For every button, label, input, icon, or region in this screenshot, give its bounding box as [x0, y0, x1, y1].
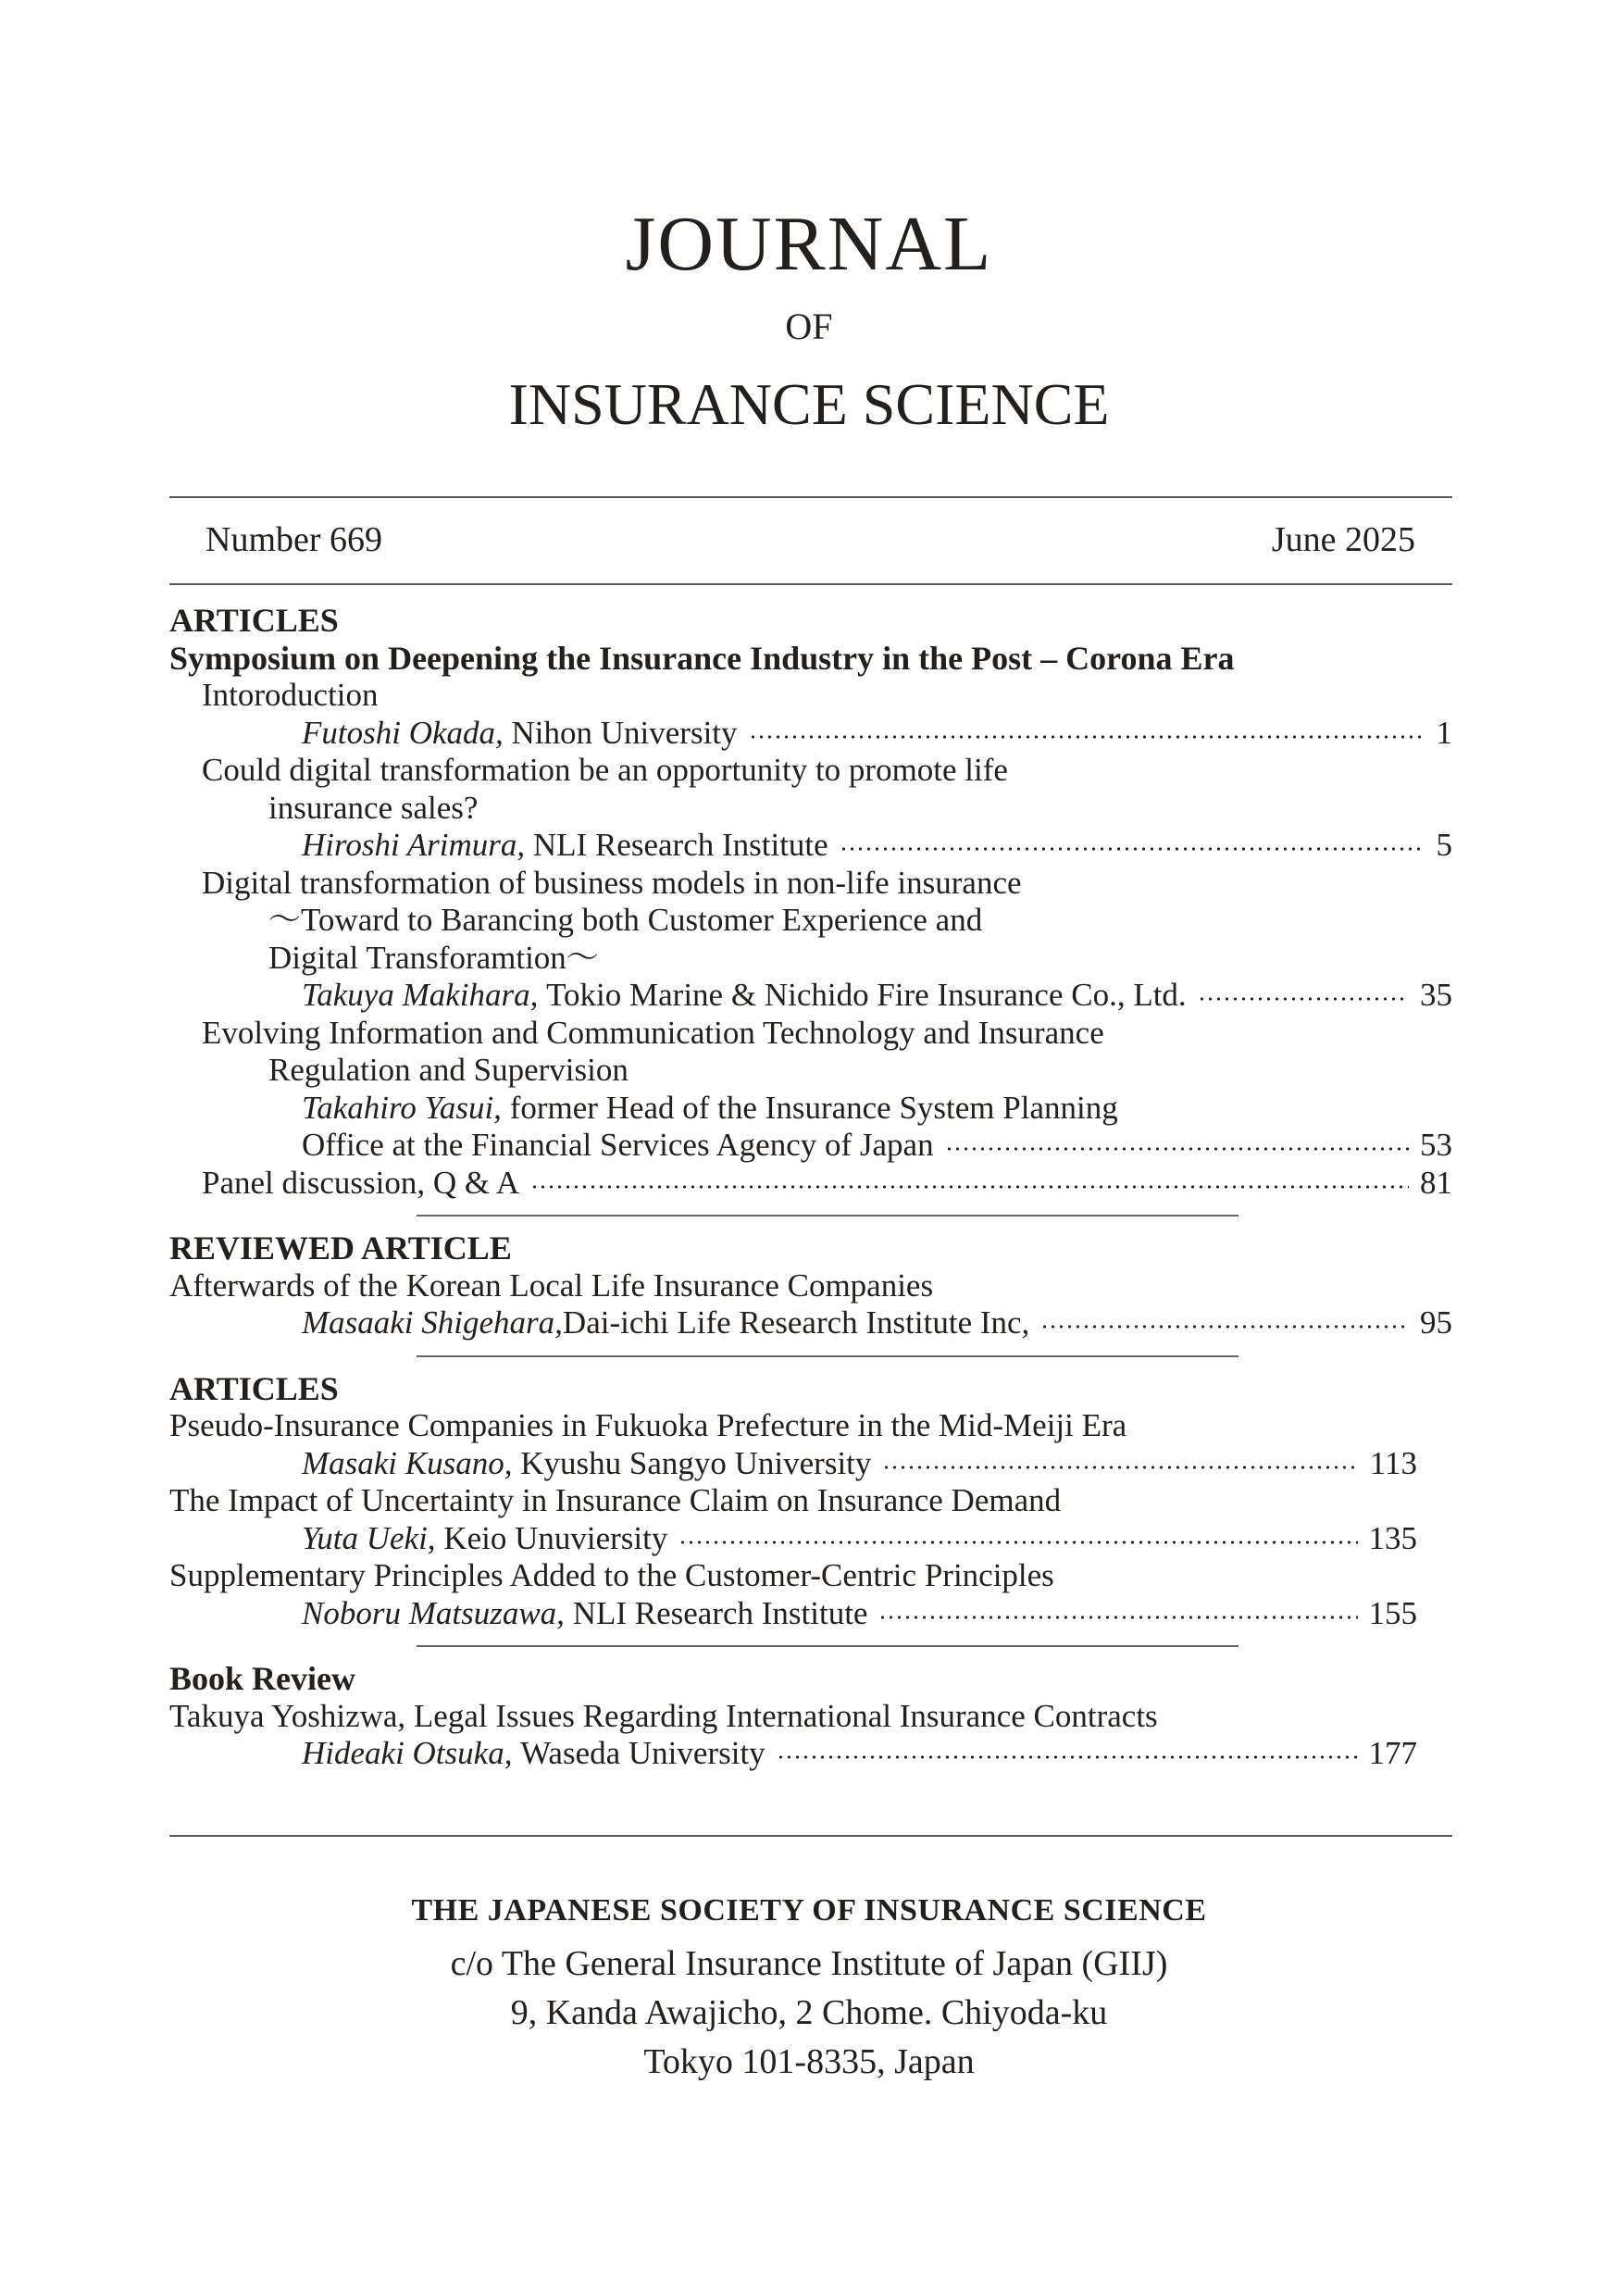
toc-entry[interactable] — [169, 1520, 1452, 1558]
affiliation: Nihon University — [511, 714, 738, 751]
issue-rule — [169, 583, 1452, 585]
author-name: Takuya Makihara, — [302, 977, 539, 1013]
dot-leader — [840, 846, 1425, 852]
article-title-cont: insurance sales? — [268, 789, 479, 826]
dot-leader — [1198, 996, 1409, 1002]
issue-number: Number 669 — [205, 520, 383, 559]
journal-title-line1: JOURNAL — [625, 201, 993, 287]
page-number: 155 — [1368, 1594, 1417, 1631]
toc-entry[interactable] — [169, 1735, 1452, 1773]
author-name: Noboru Matsuzawa, — [302, 1594, 565, 1631]
symposium-title: Symposium on Deepening the Insurance Industry in the Post – Corona Era — [169, 639, 1235, 677]
issue-date: June 2025 — [1271, 520, 1415, 559]
author-name: Masaki Kusano, — [302, 1444, 513, 1481]
toc-entry[interactable] — [169, 1304, 1452, 1342]
page-number: 177 — [1368, 1735, 1417, 1771]
toc-entry[interactable] — [169, 1595, 1452, 1633]
author-name: Takahiro Yasui, — [302, 1089, 502, 1126]
affiliation: Keio Unuviersity — [443, 1519, 668, 1556]
toc-entry[interactable] — [169, 1445, 1452, 1483]
affiliation: Kyushu Sangyo University — [520, 1444, 872, 1481]
page-number: 135 — [1368, 1519, 1417, 1556]
journal-title-line2: OF — [785, 306, 833, 347]
toc-entry[interactable] — [169, 715, 1452, 753]
address-line1: c/o The General Insurance Institute of Japan (GIIJ) — [450, 1944, 1168, 1983]
affiliation: former Head of the Insurance System Planning — [509, 1089, 1118, 1126]
society-name: THE JAPANESE SOCIETY OF INSURANCE SCIENCE — [411, 1893, 1207, 1928]
dot-leader — [945, 1146, 1409, 1152]
section-divider — [417, 1355, 1238, 1357]
section-heading: ARTICLES — [169, 1369, 339, 1407]
top-rule — [169, 496, 1452, 498]
dot-leader — [749, 734, 1425, 740]
dot-leader — [882, 1465, 1358, 1470]
author-name: Hiroshi Arimura, — [302, 827, 526, 863]
article-title: Takuya Yoshizwa, Legal Issues Regarding International Insurance Contracts — [169, 1697, 1158, 1734]
article-title: Pseudo-Insurance Companies in Fukuoka Prefecture in the Mid-Meiji Era — [169, 1407, 1127, 1443]
author-name: Futoshi Okada, — [302, 714, 504, 751]
article-title: Could digital transformation be an opportunity to promote life — [202, 752, 1008, 788]
toc-entry[interactable] — [169, 977, 1452, 1015]
page-number: 81 — [1420, 1164, 1452, 1201]
affiliation-cont: Office at the Financial Services Agency of Japan — [302, 1127, 934, 1163]
article-title: Supplementary Principles Added to the Customer-Centric Principles — [169, 1557, 1054, 1593]
journal-title-line3: INSURANCE SCIENCE — [508, 371, 1110, 437]
author-name: Masaaki Shigehara, — [302, 1304, 563, 1341]
section-heading: ARTICLES — [169, 602, 339, 639]
article-title: Panel discussion, Q & A — [202, 1164, 520, 1201]
section-divider — [417, 1215, 1238, 1217]
author-line — [169, 1090, 1452, 1128]
page-number: 5 — [1436, 827, 1452, 863]
toc-entry[interactable] — [169, 827, 1452, 865]
article-title-cont: ～Toward to Barancing both Customer Experience and — [268, 902, 983, 938]
page-number: 53 — [1420, 1127, 1452, 1163]
page-number: 113 — [1369, 1444, 1417, 1481]
author-name: Hideaki Otsuka, — [302, 1735, 513, 1771]
affiliation: NLI Research Institute — [572, 1594, 868, 1631]
dot-leader — [530, 1184, 1409, 1190]
article-title: Intoroduction — [202, 677, 379, 713]
article-title-cont: Regulation and Supervision — [268, 1052, 629, 1088]
page-number: 95 — [1420, 1304, 1452, 1341]
section-heading: Book Review — [169, 1660, 355, 1697]
dot-leader — [1040, 1324, 1409, 1329]
article-title: Afterwards of the Korean Local Life Insurance Companies — [169, 1267, 934, 1304]
author-name: Yuta Ueki, — [302, 1519, 436, 1556]
affiliation: Waseda University — [520, 1735, 765, 1771]
address-line2: 9, Kanda Awajicho, 2 Chome. Chiyoda-ku — [510, 1993, 1108, 2032]
toc-entry[interactable] — [169, 1127, 1452, 1165]
table-of-contents — [169, 602, 1452, 1773]
dot-leader — [777, 1754, 1358, 1760]
article-title: The Impact of Uncertainty in Insurance Claim on Insurance Demand — [169, 1482, 1062, 1518]
affiliation: NLI Research Institute — [532, 827, 828, 863]
toc-entry[interactable] — [169, 1165, 1452, 1203]
section-heading: REVIEWED ARTICLE — [169, 1229, 512, 1267]
page-number: 35 — [1420, 977, 1452, 1013]
dot-leader — [878, 1615, 1357, 1620]
affiliation: Dai-ichi Life Research Institute Inc, — [562, 1304, 1030, 1341]
affiliation: Tokio Marine & Nichido Fire Insurance Co., Ltd. — [546, 977, 1187, 1013]
article-title-cont: Digital Transforamtion～ — [268, 939, 599, 976]
article-title: Digital transformation of business models in non-life insurance — [202, 864, 1022, 901]
address-line3: Tokyo 101-8335, Japan — [643, 2042, 975, 2081]
page-number: 1 — [1436, 714, 1452, 751]
section-divider — [417, 1645, 1238, 1647]
dot-leader — [678, 1540, 1357, 1545]
article-title: Evolving Information and Communication Technology and Insurance — [202, 1014, 1104, 1051]
bottom-rule — [169, 1835, 1452, 1837]
